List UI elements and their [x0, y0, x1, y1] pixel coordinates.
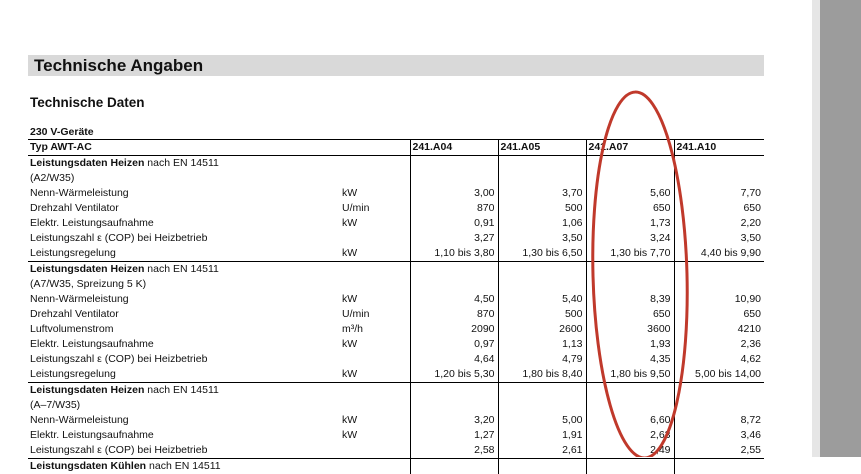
section-row [28, 383, 764, 399]
value-cell: 2,63 [586, 428, 674, 443]
table-row [28, 322, 764, 337]
table-row [28, 231, 764, 246]
table-row [28, 186, 764, 201]
model-header: 241.A10 [674, 140, 764, 156]
value-cell: 3,50 [674, 231, 764, 246]
section-label-bold: Leistungsdaten Heizen [30, 384, 144, 396]
value-cell: 870 [410, 307, 498, 322]
value-cell: 1,06 [498, 216, 586, 231]
unit-cell: kW [340, 246, 410, 262]
row-label: Drehzahl Ventilator [28, 201, 340, 216]
value-cell: 2600 [498, 322, 586, 337]
page-edge [812, 0, 820, 457]
row-label: Elektr. Leistungsaufnahme [28, 216, 340, 231]
value-cell: 4,50 [410, 292, 498, 307]
value-cell [674, 459, 764, 474]
table-row [28, 292, 764, 307]
value-cell: 3,50 [498, 231, 586, 246]
value-cell: 4,64 [410, 352, 498, 367]
value-cell: 1,30 bis 6,50 [498, 246, 586, 262]
value-cell: 500 [498, 307, 586, 322]
value-cell: 5,00 [498, 413, 586, 428]
value-cell: 1,80 bis 8,40 [498, 367, 586, 383]
value-cell: 3,24 [586, 231, 674, 246]
note-label: (A7/W35, Spreizung 5 K) [28, 277, 340, 292]
unit-cell: kW [340, 186, 410, 201]
note-label: (A2/W35) [28, 171, 340, 186]
note-label: (A–7/W35) [28, 398, 340, 413]
value-cell: 2090 [410, 322, 498, 337]
unit-cell [340, 352, 410, 367]
value-cell [586, 156, 674, 172]
sub-title: Technische Daten [30, 95, 145, 110]
value-cell: 4,62 [674, 352, 764, 367]
value-cell: 1,27 [410, 428, 498, 443]
value-cell: 1,91 [498, 428, 586, 443]
table-header-row [28, 140, 764, 156]
value-cell: 1,20 bis 5,30 [410, 367, 498, 383]
section-label [28, 383, 340, 399]
value-cell [674, 156, 764, 172]
section-label-rest: nach EN 14511 [144, 157, 219, 169]
section-title: Technische Angaben [34, 55, 203, 76]
section-label [28, 262, 340, 278]
value-cell: 1,93 [586, 337, 674, 352]
value-cell [586, 262, 674, 278]
model-header: 241.A04 [410, 140, 498, 156]
value-cell: 1,10 bis 3,80 [410, 246, 498, 262]
section-label [28, 156, 340, 172]
note-row [28, 171, 764, 186]
section-label-rest: nach EN 14511 [144, 263, 219, 275]
table-row [28, 443, 764, 459]
value-cell [674, 262, 764, 278]
section-label-bold: Leistungsdaten Kühlen [30, 460, 146, 472]
unit-cell: U/min [340, 307, 410, 322]
unit-cell: kW [340, 337, 410, 352]
note-row [28, 398, 764, 413]
value-cell: 3,27 [410, 231, 498, 246]
unit-cell: kW [340, 216, 410, 231]
value-cell: 3600 [586, 322, 674, 337]
value-cell [586, 398, 674, 413]
value-cell: 3,00 [410, 186, 498, 201]
value-cell: 2,55 [674, 443, 764, 459]
value-cell: 1,80 bis 9,50 [586, 367, 674, 383]
unit-cell [340, 156, 410, 172]
value-cell: 2,49 [586, 443, 674, 459]
table-row [28, 352, 764, 367]
value-cell: 3,20 [410, 413, 498, 428]
unit-cell [340, 459, 410, 474]
value-cell: 4,79 [498, 352, 586, 367]
row-label: Leistungszahl ε (COP) bei Heizbetrieb [28, 231, 340, 246]
table-row [28, 428, 764, 443]
unit-cell [340, 398, 410, 413]
row-label: Leistungsregelung [28, 367, 340, 383]
value-cell: 0,97 [410, 337, 498, 352]
row-label: Elektr. Leistungsaufnahme [28, 428, 340, 443]
devices-label: 230 V-Geräte [30, 126, 94, 138]
value-cell [410, 171, 498, 186]
unit-cell: kW [340, 413, 410, 428]
value-cell: 2,20 [674, 216, 764, 231]
value-cell: 3,46 [674, 428, 764, 443]
row-label: Leistungszahl ε (COP) bei Heizbetrieb [28, 443, 340, 459]
value-cell [410, 262, 498, 278]
model-header: 241.A05 [498, 140, 586, 156]
viewer-side-panel[interactable] [820, 0, 861, 457]
value-cell: 650 [674, 201, 764, 216]
value-cell: 5,40 [498, 292, 586, 307]
value-cell [410, 277, 498, 292]
value-cell [410, 383, 498, 399]
model-header: 241.A07 [586, 140, 674, 156]
value-cell: 6,60 [586, 413, 674, 428]
section-label-rest: nach EN 14511 [144, 384, 219, 396]
type-header: Typ AWT-AC [28, 140, 340, 156]
unit-cell [340, 383, 410, 399]
unit-cell: U/min [340, 201, 410, 216]
value-cell: 500 [498, 201, 586, 216]
value-cell [674, 277, 764, 292]
value-cell: 4,40 bis 9,90 [674, 246, 764, 262]
value-cell: 7,70 [674, 186, 764, 201]
unit-cell: kW [340, 292, 410, 307]
row-label: Leistungszahl ε (COP) bei Heizbetrieb [28, 352, 340, 367]
value-cell [498, 277, 586, 292]
value-cell [586, 459, 674, 474]
value-cell [498, 262, 586, 278]
unit-cell [340, 443, 410, 459]
value-cell: 4210 [674, 322, 764, 337]
section-label-bold: Leistungsdaten Heizen [30, 157, 144, 169]
value-cell: 5,60 [586, 186, 674, 201]
value-cell [410, 459, 498, 474]
value-cell [498, 156, 586, 172]
value-cell: 650 [586, 307, 674, 322]
value-cell: 4,35 [586, 352, 674, 367]
table-row [28, 337, 764, 352]
unit-cell [340, 277, 410, 292]
row-label: Nenn-Wärmeleistung [28, 186, 340, 201]
table-row [28, 367, 764, 383]
section-row [28, 459, 764, 474]
value-cell [674, 398, 764, 413]
value-cell [586, 383, 674, 399]
section-row [28, 156, 764, 172]
value-cell: 10,90 [674, 292, 764, 307]
value-cell: 650 [674, 307, 764, 322]
row-label: Leistungsregelung [28, 246, 340, 262]
value-cell: 3,70 [498, 186, 586, 201]
value-cell: 1,73 [586, 216, 674, 231]
unit-cell [340, 231, 410, 246]
table-row [28, 307, 764, 322]
table-row [28, 216, 764, 231]
section-header-bar [28, 55, 764, 76]
value-cell: 2,58 [410, 443, 498, 459]
value-cell: 5,00 bis 14,00 [674, 367, 764, 383]
value-cell: 8,72 [674, 413, 764, 428]
value-cell [674, 383, 764, 399]
table-body [28, 156, 764, 474]
technical-data-table [28, 139, 764, 474]
unit-cell: m³/h [340, 322, 410, 337]
table-row [28, 413, 764, 428]
value-cell [498, 459, 586, 474]
value-cell: 0,91 [410, 216, 498, 231]
section-label-bold: Leistungsdaten Heizen [30, 263, 144, 275]
value-cell [498, 383, 586, 399]
value-cell: 650 [586, 201, 674, 216]
row-label: Drehzahl Ventilator [28, 307, 340, 322]
unit-cell: kW [340, 428, 410, 443]
value-cell [586, 171, 674, 186]
value-cell [674, 171, 764, 186]
value-cell [586, 277, 674, 292]
table-row [28, 201, 764, 216]
value-cell [498, 171, 586, 186]
value-cell: 870 [410, 201, 498, 216]
value-cell: 1,30 bis 7,70 [586, 246, 674, 262]
value-cell: 8,39 [586, 292, 674, 307]
value-cell: 2,61 [498, 443, 586, 459]
unit-cell [340, 262, 410, 278]
row-label: Nenn-Wärmeleistung [28, 413, 340, 428]
row-label: Luftvolumenstrom [28, 322, 340, 337]
row-label: Elektr. Leistungsaufnahme [28, 337, 340, 352]
unit-cell [340, 171, 410, 186]
table-row [28, 246, 764, 262]
value-cell: 1,13 [498, 337, 586, 352]
value-cell [410, 398, 498, 413]
unit-header [340, 140, 410, 156]
value-cell: 2,36 [674, 337, 764, 352]
note-row [28, 277, 764, 292]
section-row [28, 262, 764, 278]
value-cell [498, 398, 586, 413]
row-label: Nenn-Wärmeleistung [28, 292, 340, 307]
section-label-rest: nach EN 14511 [146, 460, 221, 472]
section-label [28, 459, 340, 474]
value-cell [410, 156, 498, 172]
unit-cell: kW [340, 367, 410, 383]
